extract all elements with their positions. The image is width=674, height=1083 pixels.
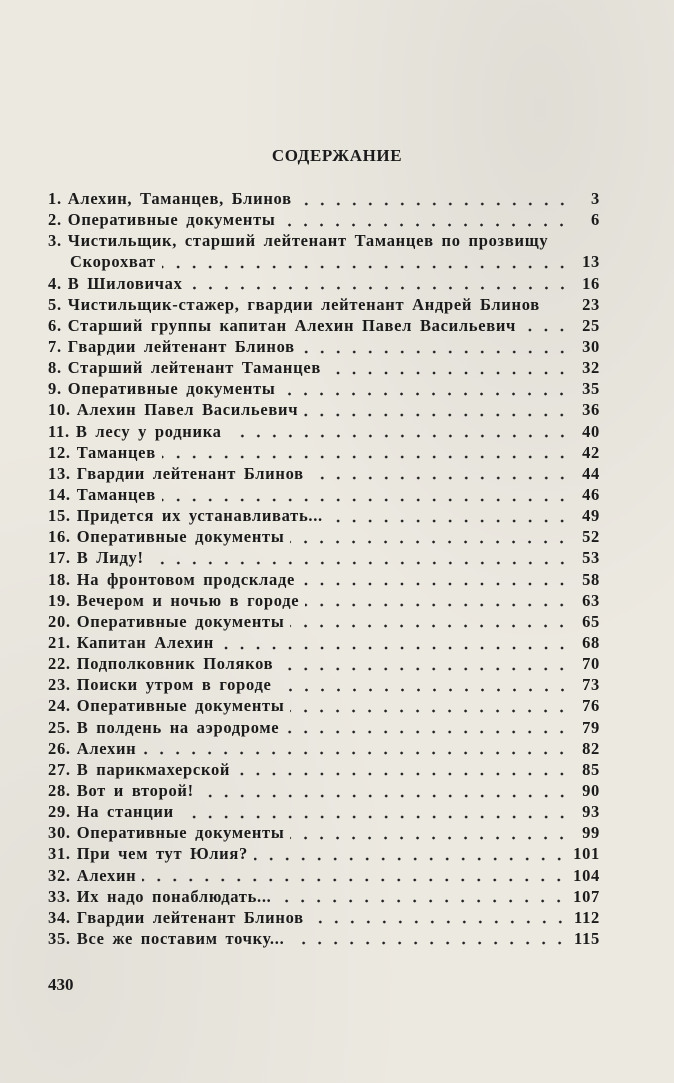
toc-entry-continuation [48,252,600,273]
entry-number: 27. [48,759,71,779]
dot-leader [304,413,570,417]
entry-number: 26. [48,738,71,758]
toc-entry [48,675,600,696]
page-title: СОДЕРЖАНИЕ [271,146,403,165]
dot-leader [279,667,570,671]
dot-leader [290,836,570,840]
entry-number: 7. [48,336,62,356]
entry-title: Алехин [76,738,137,758]
entry-page: 13 [582,252,600,272]
entry-number: 13. [48,463,71,483]
entry-title: В Лиду! [76,548,144,568]
table-of-contents [48,189,600,950]
toc-entry [48,337,600,358]
entry-page: 23 [582,294,600,314]
entry-page: 35 [582,379,600,399]
entry-number: 28. [48,780,71,800]
entry-number: 9. [48,379,62,399]
dot-leader [278,688,570,692]
entry-number: 17. [48,548,71,568]
dot-leader [298,202,570,206]
entry-number: 12. [48,442,71,462]
dot-leader [142,878,567,882]
dot-leader [162,455,570,459]
toc-entry [48,929,600,950]
entry-page: 70 [582,654,600,674]
dot-leader [254,857,567,861]
dot-leader [162,498,570,502]
dot-leader [327,371,570,375]
dot-leader [310,920,568,924]
toc-entry [48,570,600,591]
toc-entry [48,591,600,612]
entry-number: 8. [48,358,62,378]
entry-page: 107 [573,886,600,906]
toc-entry [48,802,600,823]
entry-title: Гвардии лейтенант Блинов [67,336,295,356]
entry-page: 82 [582,738,600,758]
entry-number: 14. [48,484,71,504]
toc-entry [48,908,600,929]
entry-number: 30. [48,823,71,843]
dot-leader [290,540,570,544]
toc-entry [48,781,600,802]
entry-title: На станции [76,802,174,822]
entry-number: 11. [48,421,70,441]
entry-page: 53 [582,548,600,568]
entry-title: Капитан Алехин [76,632,214,652]
entry-title: Старший лейтенант Таманцев [67,358,321,378]
entry-page: 49 [582,506,600,526]
entry-page: 16 [582,273,600,293]
entry-number: 4. [48,273,62,293]
entry-page: 115 [574,928,600,948]
entry-title: Оперативные документы [67,379,276,399]
entry-page: 42 [582,442,600,462]
toc-entry [48,633,600,654]
entry-page: 112 [574,907,600,927]
entry-number: 5. [48,294,62,314]
entry-number: 15. [48,506,71,526]
entry-number: 21. [48,632,71,652]
toc-entry [48,548,600,569]
entry-page: 93 [582,802,600,822]
dot-leader [277,899,567,903]
dot-leader [310,476,570,480]
entry-page: 79 [582,717,600,737]
toc-entry [48,295,600,316]
entry-page: 101 [573,844,600,864]
dot-leader [281,223,570,227]
entry-page: 90 [582,780,600,800]
entry-number: 24. [48,696,71,716]
entry-page: 30 [582,336,600,356]
entry-number: 1. [48,189,62,208]
entry-title: В полдень на аэродроме [76,717,280,737]
entry-number: 3. [48,231,62,251]
entry-page: 63 [582,590,600,610]
entry-page: 52 [582,527,600,547]
entry-number: 29. [48,802,71,822]
entry-title: Подполковник Поляков [76,654,274,674]
entry-page: 58 [582,569,600,589]
dot-leader [305,603,570,607]
toc-entry [48,274,600,295]
entry-page: 46 [582,484,600,504]
entry-title: Оперативные документы [76,611,285,631]
entry-title: Таманцев [76,442,156,462]
entry-title: Оперативные документы [67,210,276,230]
dot-leader [150,561,570,565]
entry-title: Алехин, Таманцев, Блинов [67,189,292,208]
toc-entry [48,358,600,379]
entry-number: 10. [48,400,71,420]
entry-page: 76 [582,696,600,716]
entry-title: Алехин Павел Васильевич [76,400,299,420]
dot-leader [189,286,570,290]
dot-leader [329,519,570,523]
entry-title: В Шиловичах [67,273,183,293]
entry-page: 25 [582,315,600,335]
dot-leader [236,772,570,776]
entry-page: 44 [582,463,600,483]
toc-entry [48,316,600,337]
dot-leader [142,751,570,755]
entry-number: 20. [48,611,71,631]
entry-title: Гвардии лейтенант Блинов [76,907,304,927]
toc-entry [48,231,600,252]
dot-leader [228,434,570,438]
toc-entry [48,760,600,781]
page-number: 430 [48,975,74,994]
dot-leader [290,709,570,713]
dot-leader [522,328,570,332]
entry-number: 22. [48,654,71,674]
entry-page: 32 [582,358,600,378]
toc-entry [48,527,600,548]
entry-page: 40 [582,421,600,441]
toc-entry [48,400,600,421]
dot-leader [290,624,570,628]
toc-entry [48,696,600,717]
entry-number: 23. [48,675,71,695]
entry-title: Вот и второй! [76,780,194,800]
entry-page: 36 [582,400,600,420]
entry-number: 2. [48,210,62,230]
entry-title: На фронтовом продскладе [76,569,296,589]
toc-entry [48,443,600,464]
entry-page: 85 [582,759,600,779]
entry-title-continued: Скорохват [70,252,156,272]
toc-entry [48,506,600,527]
entry-title: Таманцев [76,484,156,504]
entry-title: Все же поставим точку... [76,928,285,948]
entry-page: 6 [591,210,600,230]
entry-page: 3 [591,189,600,208]
entry-title: При чем тут Юлия? [76,844,248,864]
toc-entry [48,379,600,400]
entry-page: 65 [582,611,600,631]
dot-leader [290,941,568,945]
entry-number: 33. [48,886,71,906]
entry-title: Гвардии лейтенант Блинов [76,463,304,483]
entry-page: 73 [582,675,600,695]
toc-entry [48,887,600,908]
entry-number: 34. [48,907,71,927]
entry-number: 6. [48,315,62,335]
toc-entry [48,739,600,760]
entry-title: Алехин [76,865,137,885]
entry-number: 25. [48,717,71,737]
dot-leader [162,265,570,269]
entry-title: Оперативные документы [76,823,285,843]
dot-leader [301,350,570,354]
entry-title: В лесу у родника [75,421,222,441]
dot-leader [180,815,570,819]
entry-number: 35. [48,928,71,948]
entry-number: 19. [48,590,71,610]
entry-title: Поиски утром в городе [76,675,272,695]
entry-title: Их надо понаблюдать... [76,886,272,906]
toc-entry [48,654,600,675]
entry-title: Оперативные документы [76,696,285,716]
entry-title: Старший группы капитан Алехин Павел Васильевич [67,315,517,335]
entry-title: Оперативные документы [76,527,285,547]
dot-leader [301,582,570,586]
entry-number: 18. [48,569,71,589]
entry-number: 16. [48,527,71,547]
toc-entry [48,844,600,865]
toc-entry [48,612,600,633]
toc-entry [48,823,600,844]
dot-leader [200,794,570,798]
toc-entry [48,210,600,231]
entry-page: 68 [582,632,600,652]
entry-page: 99 [582,823,600,843]
entry-title: Вечером и ночью в городе [76,590,300,610]
entry-title: Придется их устанавливать... [76,506,323,526]
entry-number: 32. [48,865,71,885]
dot-leader [281,392,570,396]
toc-entry [48,866,600,887]
entry-title: Чистильщик, старший лейтенант Таманцев по прозвищу [67,231,549,251]
toc-entry [48,718,600,739]
entry-title: Чистильщик-стажер, гвардии лейтенант Андрей Блинов [67,294,540,314]
entry-page: 104 [573,865,600,885]
dot-leader [285,730,570,734]
toc-entry [48,422,600,443]
entry-title: В парикмахерской [76,759,231,779]
entry-number: 31. [48,844,71,864]
toc-entry [48,464,600,485]
toc-entry [48,485,600,506]
dot-leader [220,646,570,650]
toc-entry [48,189,600,210]
